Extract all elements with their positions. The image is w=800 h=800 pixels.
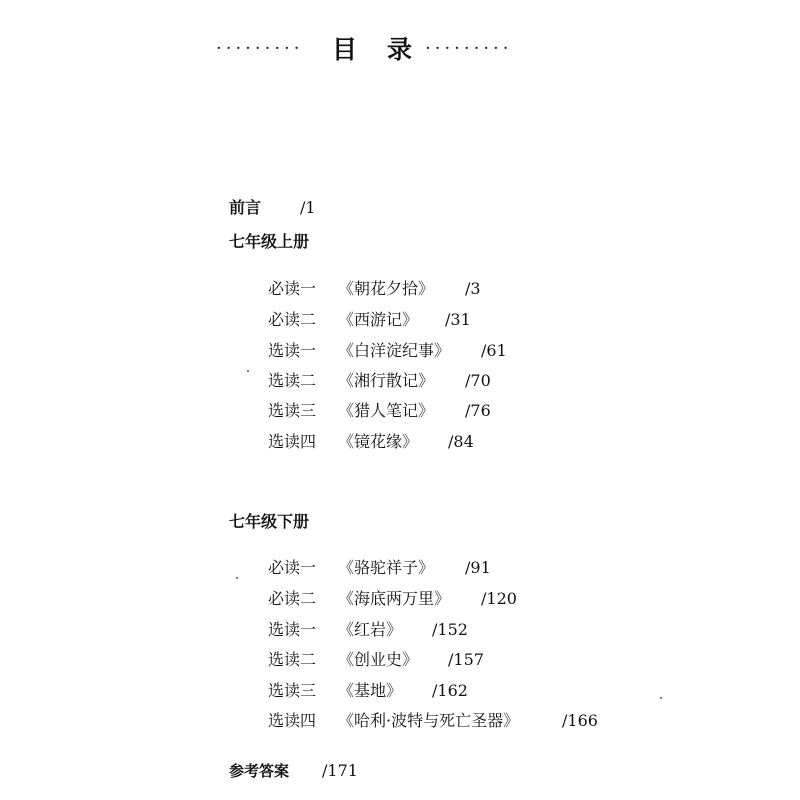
toc-item-label: 选读二 [268,371,317,390]
toc-item-title[interactable]: 《猎人笔记》 [338,401,435,420]
toc-item-page: /157 [448,650,484,669]
toc-item-page: /76 [465,401,491,420]
header-dots-right: ········· [425,38,513,59]
toc-item-page: /162 [432,681,468,700]
preface-label[interactable]: 前言 [229,198,262,217]
preface-page: /1 [300,198,316,217]
section-heading-grade7-upper: 七年级上册 [229,232,310,251]
scan-speck [247,370,249,372]
toc-item-label: 必读二 [268,589,317,608]
toc-item-page: /91 [465,558,491,577]
toc-header [0,30,800,70]
toc-item-page: /166 [562,711,598,730]
toc-item-title[interactable]: 《红岩》 [338,620,403,639]
section-heading-grade7-lower: 七年级下册 [229,512,310,531]
toc-item-page: /61 [481,341,507,360]
toc-item-title[interactable]: 《创业史》 [338,650,419,669]
page-title-char-2: 录 [387,35,413,64]
toc-item-page: /152 [432,620,468,639]
toc-item-page: /84 [448,432,474,451]
toc-item-title[interactable]: 《白洋淀纪事》 [338,341,451,360]
toc-item-label: 选读三 [268,401,317,420]
toc-item-title[interactable]: 《西游记》 [338,310,419,329]
page-title-char-1: 目 [332,35,358,64]
header-dots-left: ········· [216,38,304,59]
toc-item-label: 选读四 [268,432,317,451]
toc-item-title[interactable]: 《骆驼祥子》 [338,558,435,577]
scan-speck [236,577,238,579]
toc-item-label: 选读二 [268,650,317,669]
scan-speck [660,697,662,699]
toc-item-title[interactable]: 《哈利·波特与死亡圣器》 [338,711,520,730]
toc-item-label: 选读一 [268,341,317,360]
toc-item-page: /3 [465,279,481,298]
answers-page: /171 [322,761,358,780]
toc-item-label: 必读一 [268,279,317,298]
toc-item-page: /31 [445,310,471,329]
toc-item-label: 必读一 [268,558,317,577]
toc-item-title[interactable]: 《镜花缘》 [338,432,419,451]
toc-item-label: 选读四 [268,711,317,730]
toc-item-title[interactable]: 《海底两万里》 [338,589,451,608]
toc-item-page: /70 [465,371,491,390]
toc-item-page: /120 [481,589,517,608]
toc-item-label: 必读二 [268,310,317,329]
toc-item-label: 选读三 [268,681,317,700]
toc-item-label: 选读一 [268,620,317,639]
answers-label[interactable]: 参考答案 [229,762,290,780]
toc-item-title[interactable]: 《基地》 [338,681,403,700]
toc-item-title[interactable]: 《湘行散记》 [338,371,435,390]
toc-item-title[interactable]: 《朝花夕拾》 [338,279,435,298]
